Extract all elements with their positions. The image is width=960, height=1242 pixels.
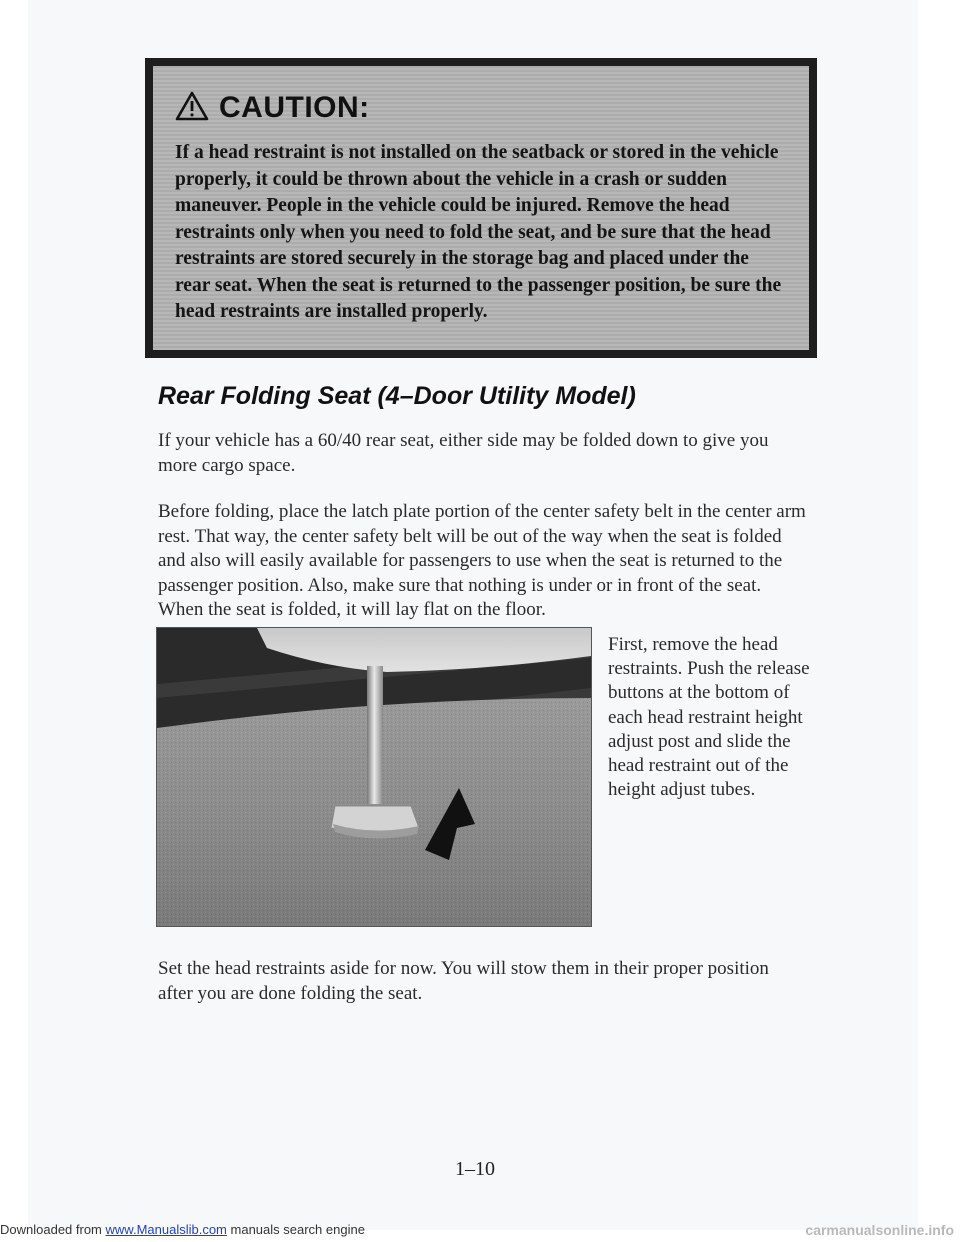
caution-box bbox=[145, 58, 817, 358]
folding-paragraph: Before folding, place the latch plate portion of the center safety belt in the center arm rest. That way, the center safety belt will be out of the way when the seat is folded and also will easily available for passengers to use when the seat is returned to the passenger position. Also, make sure that nothing is under or in front of the seat. When the seat is folded, it will lay flat on the floor. bbox=[158, 501, 806, 620]
intro-paragraph: If your vehicle has a 60/40 rear seat, either side may be folded down to give you more cargo space. bbox=[158, 430, 769, 476]
footer-prefix: Downloaded from bbox=[0, 1222, 102, 1237]
manualslib-link[interactable]: www.Manualslib.com bbox=[105, 1222, 227, 1237]
page-number: 1–10 bbox=[455, 1158, 495, 1180]
after-photo-paragraph: Set the head restraints aside for now. You will stow them in their proper position after you are done folding the seat. bbox=[158, 958, 769, 1004]
caution-panel bbox=[153, 66, 809, 350]
footer-suffix: manuals search engine bbox=[230, 1222, 365, 1237]
caution-title: CAUTION: bbox=[219, 91, 370, 124]
caution-header bbox=[175, 86, 787, 130]
section-title: Rear Folding Seat (4–Door Utility Model) bbox=[158, 382, 636, 410]
site-watermark: carmanualsonline.info bbox=[805, 1222, 954, 1238]
photo-caption: First, remove the head restraints. Push the release buttons at the bottom of each head restraint height adjust post and slide the head restraint out of the height adjust tubes. bbox=[608, 634, 810, 801]
caution-text: If a head restraint is not installed on the seatback or stored in the vehicle properly, it could be thrown about the vehicle in a crash or sudden maneuver. People in the vehicle could be injured. Remove the head restraints only when you need to fold the seat, and be sure that the head restraints are stored securely in the storage bag and placed under the rear seat. When the seat is returned to the passenger position, be sure the head restraints are installed properly. bbox=[175, 142, 782, 322]
download-footer bbox=[0, 1222, 365, 1237]
warning-triangle-icon bbox=[175, 91, 209, 126]
head-restraint-photo bbox=[156, 627, 592, 927]
